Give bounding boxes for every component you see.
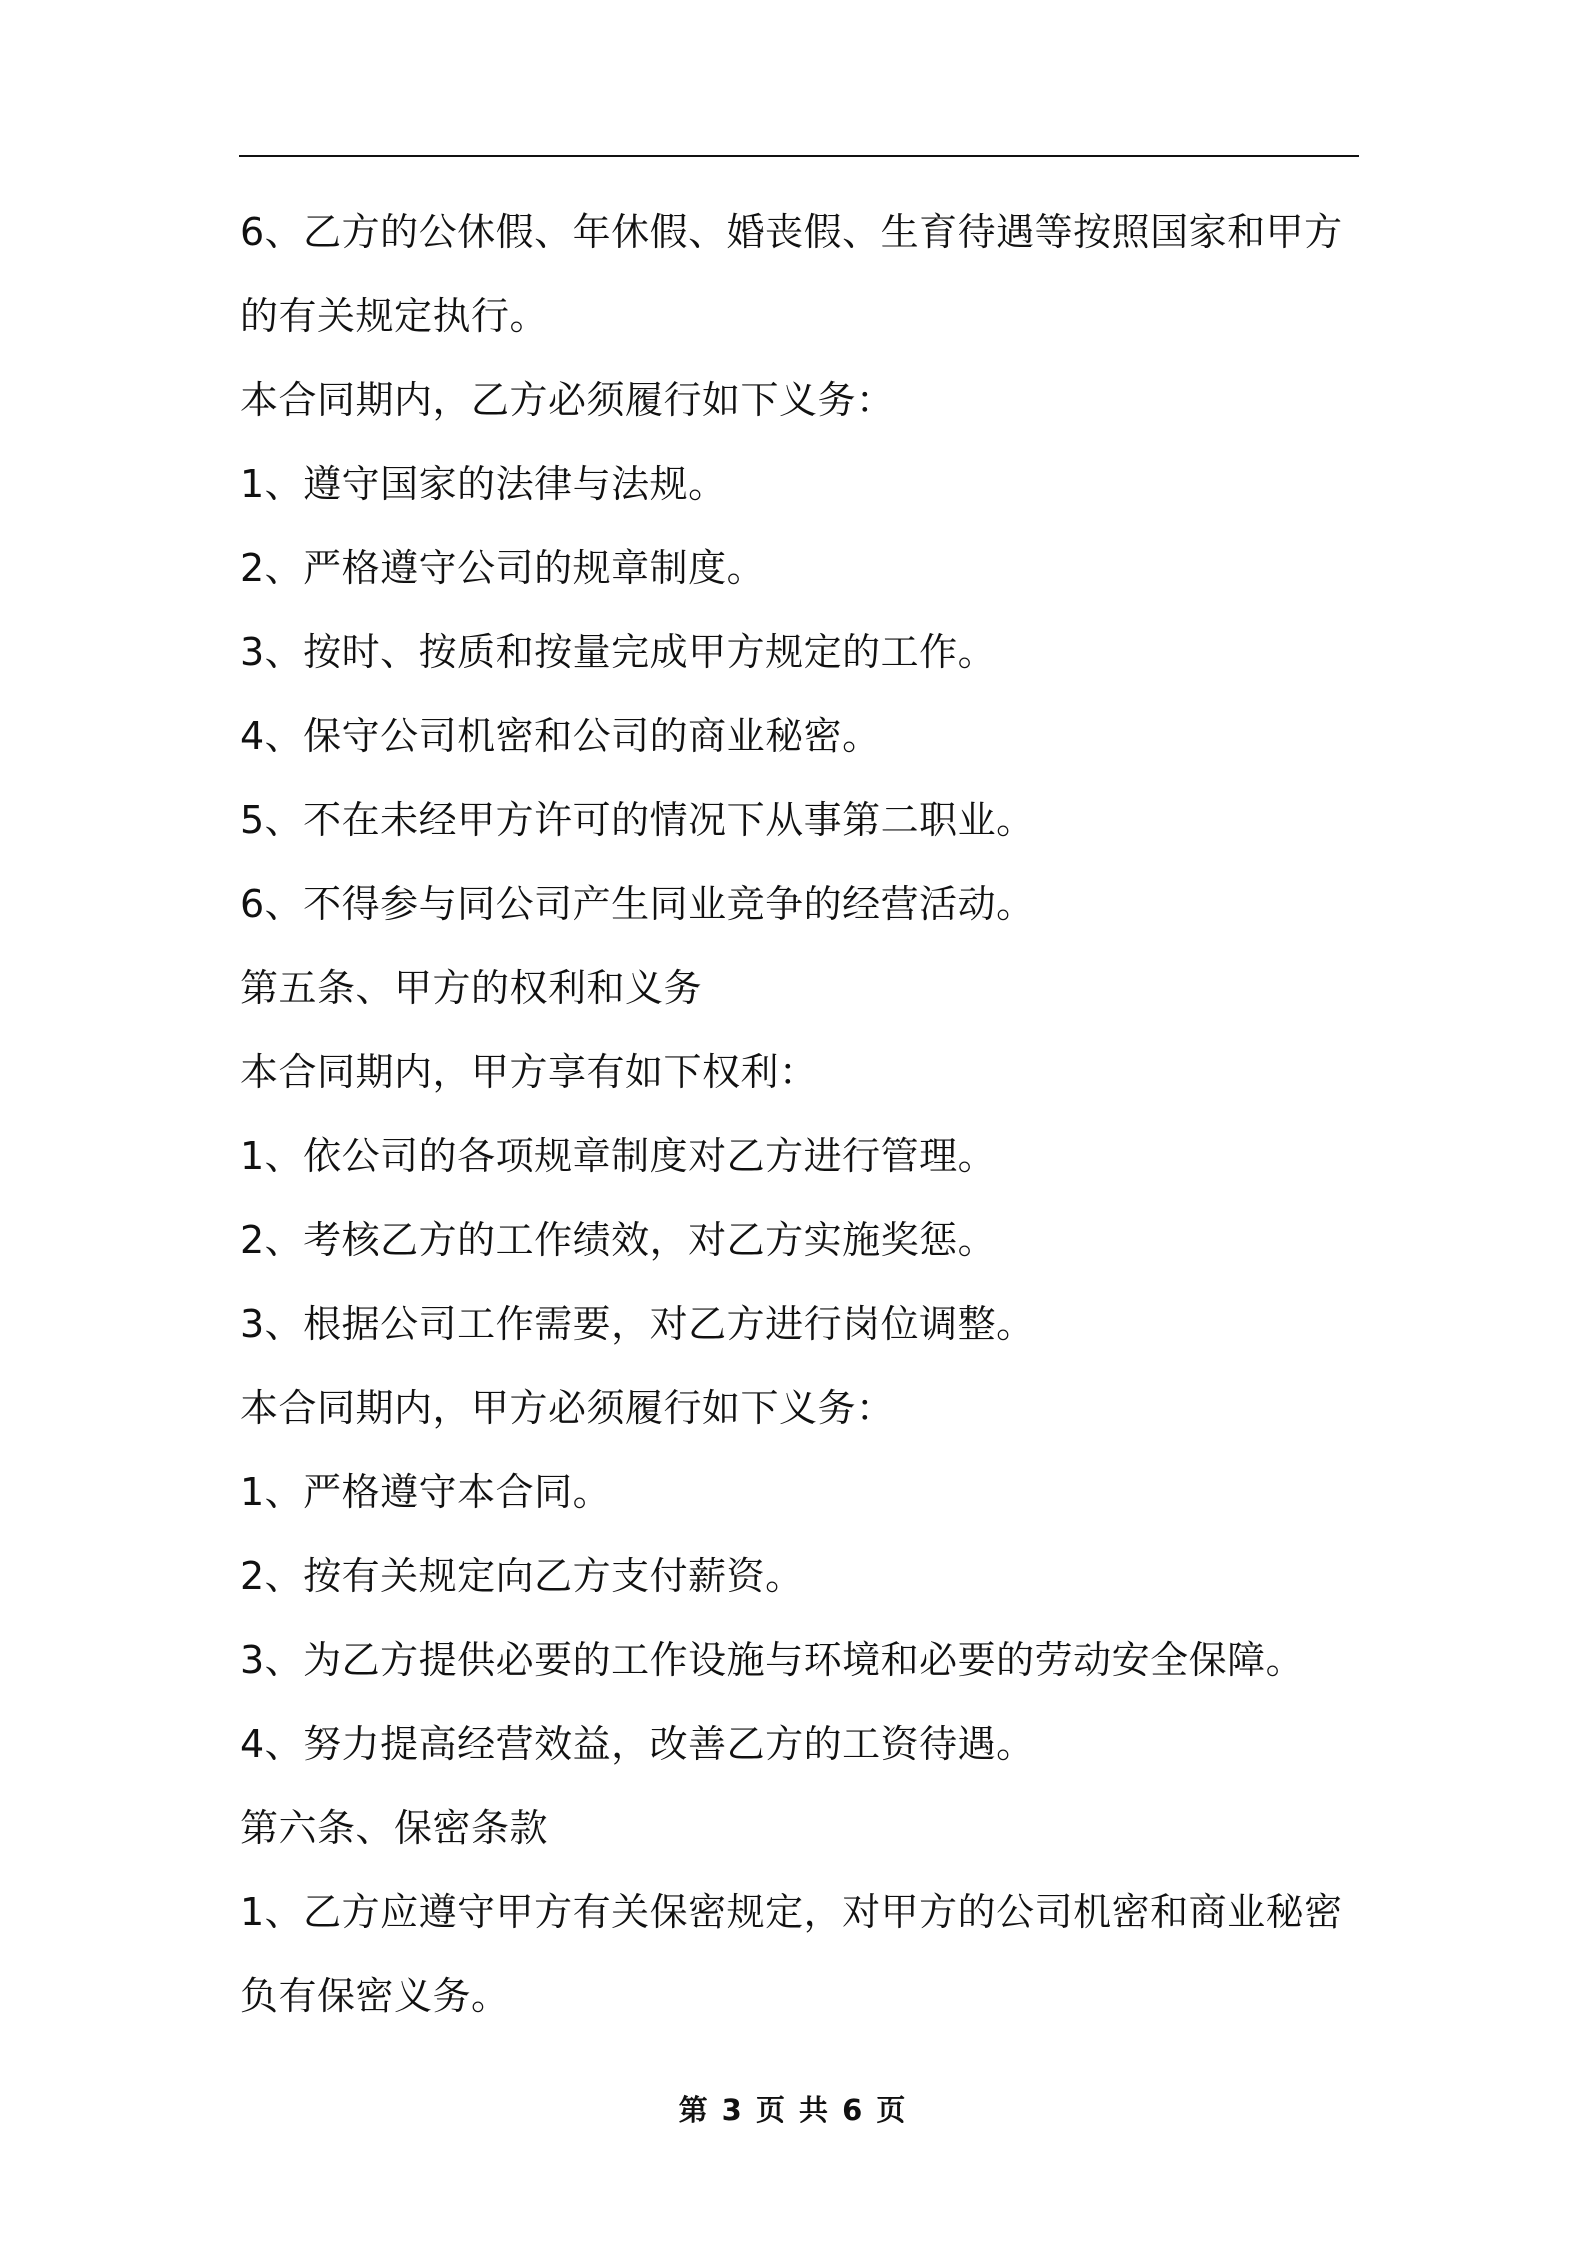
- page-number-footer: 第 3 页 共 6 页: [678, 2093, 908, 2127]
- section-heading-article-5: 第五条、甲方的权利和义务: [240, 966, 703, 1010]
- paragraph-a-right-2: 2、考核乙方的工作绩效，对乙方实施奖惩。: [240, 1218, 997, 1262]
- header-rule: [239, 155, 1359, 157]
- paragraph-a-right-1: 1、依公司的各项规章制度对乙方进行管理。: [240, 1134, 997, 1178]
- paragraph-b-duty-4: 4、保守公司机密和公司的商业秘密。: [240, 714, 881, 758]
- paragraph-a-duty-2: 2、按有关规定向乙方支付薪资。: [240, 1554, 804, 1598]
- paragraph-b-duty-2: 2、严格遵守公司的规章制度。: [240, 546, 766, 590]
- paragraph-a-right-3: 3、根据公司工作需要，对乙方进行岗位调整。: [240, 1302, 1035, 1346]
- paragraph-b-duty-3: 3、按时、按质和按量完成甲方规定的工作。: [240, 630, 997, 674]
- paragraph-a-duty-1: 1、严格遵守本合同。: [240, 1470, 612, 1514]
- paragraph-party-a-duties-intro: 本合同期内，甲方必须履行如下义务：: [240, 1386, 895, 1430]
- paragraph-a-duty-3: 3、为乙方提供必要的工作设施与环境和必要的劳动安全保障。: [240, 1638, 1305, 1682]
- paragraph-confidentiality-1: 1、乙方应遵守甲方有关保密规定，对甲方的公司机密和商业秘密负有保密义务。: [240, 1890, 1343, 2018]
- paragraph-a-duty-4: 4、努力提高经营效益，改善乙方的工资待遇。: [240, 1722, 1035, 1766]
- paragraph-b-duty-5: 5、不在未经甲方许可的情况下从事第二职业。: [240, 798, 1035, 842]
- paragraph-party-a-rights-intro: 本合同期内，甲方享有如下权利：: [240, 1050, 818, 1094]
- document-body: [240, 190, 1360, 2038]
- paragraph-leave-benefits: 6、乙方的公休假、年休假、婚丧假、生育待遇等按照国家和甲方的有关规定执行。: [240, 210, 1343, 338]
- paragraph-b-duty-6: 6、不得参与同公司产生同业竞争的经营活动。: [240, 882, 1035, 926]
- section-heading-article-6: 第六条、保密条款: [240, 1806, 549, 1850]
- paragraph-party-b-duties-intro: 本合同期内，乙方必须履行如下义务：: [240, 378, 895, 422]
- paragraph-b-duty-1: 1、遵守国家的法律与法规。: [240, 462, 727, 506]
